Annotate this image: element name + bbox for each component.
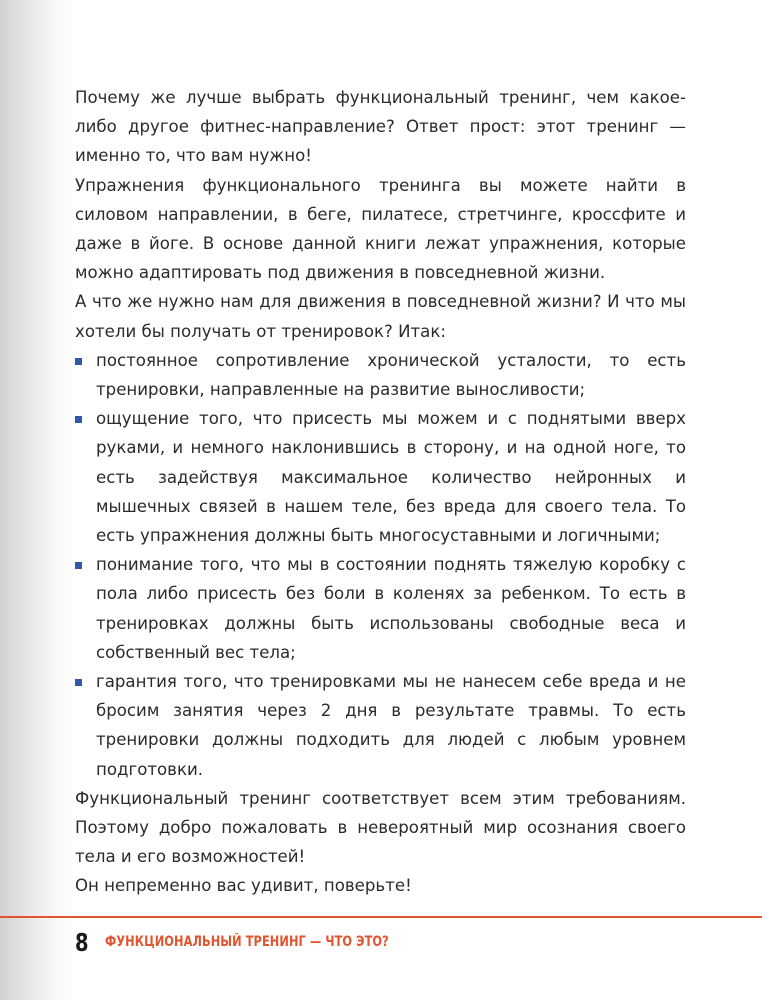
- square-bullet-icon: [75, 416, 82, 423]
- list-item-text: понимание того, что мы в состоянии поднять тяжелую коробку с пола либо присесть без боли в коленях за ребенком. То есть в тренировках должны быть использованы свободные веса и собственный вес тела;: [96, 555, 686, 662]
- body-text: [75, 83, 686, 901]
- square-bullet-icon: [75, 358, 82, 365]
- page-number: 8: [75, 927, 89, 957]
- footer-divider: [0, 916, 762, 918]
- intro-paragraph-1: Почему же лучше выбрать функциональный тренинг, чем какое-либо другое фитнес-направление? Ответ прост: этот тренинг — именно то, что вам нужно!: [75, 88, 686, 166]
- requirements-list: [75, 346, 686, 784]
- page-footer: [75, 928, 460, 956]
- list-item-text: гарантия того, что тренировками мы не нанесем себе вреда и не бросим занятия через 2 дня в результате травмы. То есть тренировки должны подходить для людей с любым уровнем подготовки.: [96, 672, 686, 779]
- square-bullet-icon: [75, 562, 82, 569]
- list-item: [75, 404, 686, 550]
- list-item-text: постоянное сопротивление хронической усталости, то есть тренировки, направленные на развитие выносливости;: [96, 350, 686, 400]
- list-item: [75, 667, 686, 784]
- running-title: ФУНКЦИОНАЛЬНЫЙ ТРЕНИНГ — ЧТО ЭТО?: [105, 934, 389, 950]
- intro-paragraph-2: Упражнения функционального тренинга вы можете найти в силовом направлении, в беге, пилатесе, стретчинге, кроссфите и даже в йоге. В основе данной книги лежат упражнения, которые можно адаптировать под движения в повседневной жизни.: [75, 175, 686, 283]
- outro-paragraph-2: Он непременно вас удивит, поверьте!: [75, 876, 412, 896]
- list-item: [75, 550, 686, 667]
- intro-paragraph-3: А что же нужно нам для движения в повседневной жизни? И что мы хотели бы получать от тренировок? Итак:: [75, 292, 686, 341]
- list-item: [75, 346, 686, 404]
- square-bullet-icon: [75, 679, 82, 686]
- outro-paragraph-1: Функциональный тренинг соответствует всем этим требованиям. Поэтому добро пожаловать в невероятный мир осознания своего тела и его возможностей!: [75, 788, 686, 867]
- list-item-text: ощущение того, что присесть мы можем и с поднятыми вверх руками, и немного наклонившись в сторону, и на одной ноге, то есть задействуя максимальное количество нейронных и мышечных связей в нашем теле, без вреда для своего тела. То есть упражнения должны быть многосуставными и логичными;: [96, 409, 686, 546]
